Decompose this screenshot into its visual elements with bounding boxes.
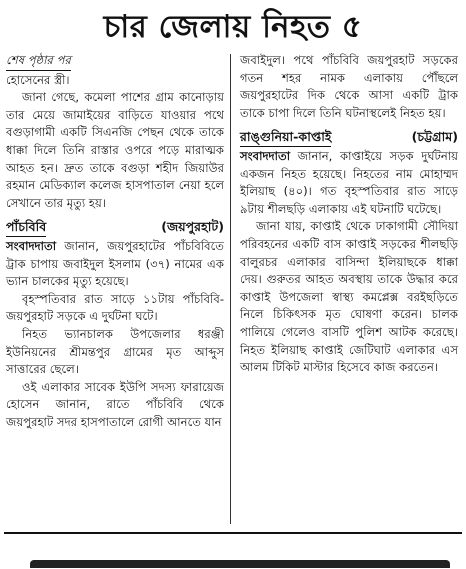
section-place: রাঙ্গুনিয়া-কাপ্তাই: [240, 128, 331, 147]
byline: সংবাদদাতা: [240, 148, 291, 163]
column-divider: [230, 54, 231, 524]
paragraph: [6, 238, 224, 291]
byline: সংবাদদাতা: [6, 238, 57, 253]
right-column: [240, 52, 458, 377]
paragraph: বৃহস্পতিবার রাত সাড়ে ১১টায় পাঁচবিবি-জয়পুরহাট সড়কে এ দুর্ঘটনা ঘটে।: [6, 291, 224, 324]
paragraph: [240, 148, 458, 218]
continuation-label: শেষ পৃষ্ঠার পর: [6, 52, 71, 71]
left-column: [6, 52, 224, 431]
section-district: (চট্টগ্রাম): [411, 129, 458, 145]
paragraph: জানা গেছে, কমেলা পাশের গ্রাম কানোড়ায় তার মেয়ে জামাইয়ের বাড়িতে যাওয়ার পথে বগুড়াগামী একটি সিএনজি পেছন থেকে তাকে ধাক্কা দিলে তিনি রাস্তার ওপরে পড়ে মারাত্মক আহত হন। দ্রুত তাকে বগুড়া শহীদ জিয়াউর রহমান মেডিক্যাল কলেজ হাসপাতাল নেয়া হলে সেখানে তার মৃত্যু হয়।: [6, 90, 224, 210]
bottom-rule: [4, 532, 462, 534]
section-district: (জয়পুরহাট): [161, 219, 224, 235]
section-place: পাঁচবিবি: [6, 218, 46, 237]
section-heading: [6, 218, 224, 238]
headline: চার জেলায় নিহত ৫: [103, 9, 363, 45]
paragraph: নিহত ভ্যানচালক উপজেলার ধরঞ্জী ইউনিয়নের শ্রীমন্তপুর গ্রামের মৃত আব্দুস সাত্তারের ছেলে।: [6, 326, 224, 377]
paragraph-text: জানান, কাপ্তাইয়ে সড়ক দুর্ঘটনায় একজন নিহত হয়েছে। নিহতের নাম মোহাম্মদ ইলিয়াছ (৪০)। গত বৃহস্পতিবার রাত সাড়ে ৯টায় শীলছড়ি এলাকায় এই ঘটনাটি ঘটেছে।: [240, 148, 458, 216]
paragraph: জবাইদুল। পথে পাঁচবিবি জয়পুরহাট সড়কের গতন শহর নামক এলাকায় পৌঁছলে জয়পুরহাটের দিক থেকে আসা একটি ট্রাক তাকে চাপা দিলে তিনি ঘটনাস্থলেই নিহত হয়।: [240, 53, 458, 120]
paragraph: হোসেনের স্ত্রী।: [6, 72, 70, 87]
paragraph-text: জানান, জয়পুরহাটের পাঁচবিবিতে ট্রাক চাপায় জবাইদুল ইসলাম (৩৭) নামের এক ভ্যান চালকের মৃত্যু হয়েছে।: [6, 238, 224, 289]
next-headline-cutoff: [30, 538, 450, 568]
paragraph: ওই এলাকার সাবেক ইউপি সদস্য ফারায়েজ হোসেন জানান, রাতে পাঁচবিবি থেকে জয়পুরহাট সদর হাসপাতালে রোগী আনতে যান: [6, 379, 224, 429]
paragraph: জানা যায়, কাপ্তাই থেকে ঢাকাগামী সৌদিয়া পরিবহনের একটি বাস কাপ্তাই সড়কের শীলছড়ি বালুরচর এলাকার বাসিন্দা ইলিয়াছকে ধাক্কা দেয়। গুরুতর আহত অবস্থায় তাকে উদ্ধার করে কাপ্তাই উপজেলা স্বাস্থ্য কমপ্লেক্স বরইছড়িতে নিলে চিকিৎসক মৃত ঘোষণা করেন। চালক পালিয়ে গেলেও বাসটি পুলিশ আটক করেছে। নিহত ইলিয়াছ কাপ্তাই জেটিঘাট এলাকার এস আলম টিকিট মাস্টার হিসেবে কাজ করতেন।: [240, 219, 458, 375]
section-heading: [240, 128, 458, 148]
